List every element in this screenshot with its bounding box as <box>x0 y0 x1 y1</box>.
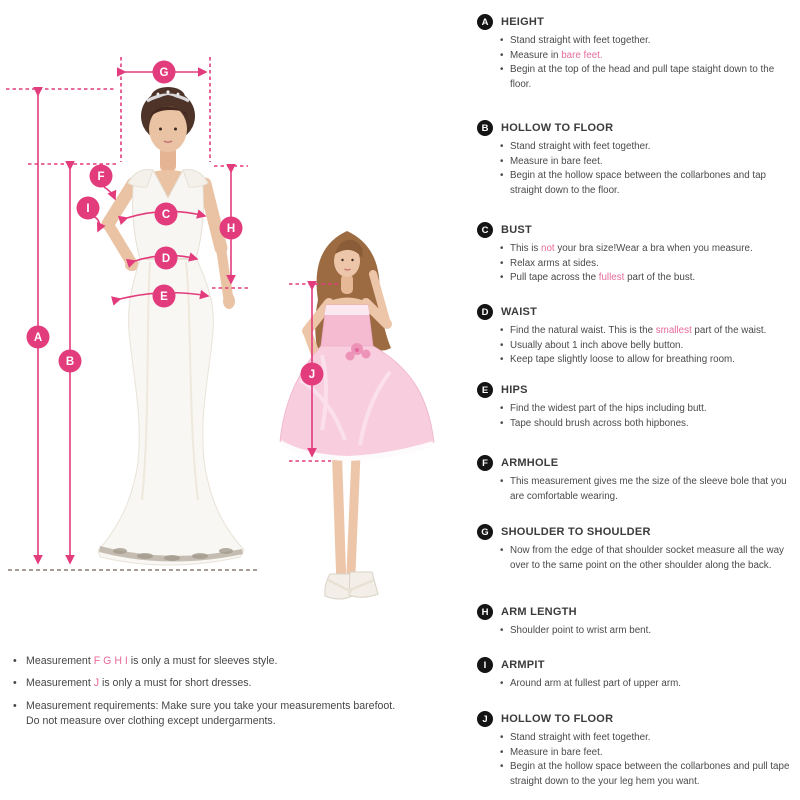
instruction-bullet: • Now from the edge of that shoulder socket measure all the way over to the same point on the other shoulder along the back. <box>500 545 784 571</box>
letter-badge-G: G <box>477 524 493 540</box>
section-title: WAIST <box>501 306 538 318</box>
instruction-bullet: • Begin at the hollow space between the collarbones and pull tape straight down to the your leg hem you want. <box>500 761 790 788</box>
svg-text:G: G <box>159 67 169 79</box>
badge-E <box>153 285 176 308</box>
instruction-bullet: • Tape should brush across both hipbones. <box>500 417 689 429</box>
instruction-bullet: • Begin at the hollow space between the collarbones and tap straight down to the floor. <box>500 170 766 197</box>
instruction-bullet: • Stand straight with feet together. <box>500 35 651 46</box>
instruction-bullet: • Stand straight with feet together. <box>500 141 651 152</box>
instruction-bullet: • Measure in bare feet. <box>500 49 603 61</box>
instruction-bullet: • This measurement gives me the size of the sleeve bole that you are comfortable wearing. <box>500 476 787 502</box>
measure-section-F <box>477 455 795 504</box>
instruction-bullet: • Keep tape slightly loose to allow for breathing room. <box>500 354 735 366</box>
section-title: SHOULDER TO SHOULDER <box>501 526 651 538</box>
measure-sections <box>477 0 795 800</box>
badge-J <box>301 363 324 386</box>
short-dress-illustration <box>280 231 434 599</box>
letter-badge-A: A <box>477 14 493 30</box>
measure-section-A <box>477 14 795 93</box>
svg-text:E: E <box>160 291 168 303</box>
instruction-bullet: • Measure in bare feet. <box>500 155 603 167</box>
armhole-line-F <box>104 187 115 199</box>
instruction-bullet: • Find the natural waist. This is the smallest part of the waist. <box>500 325 767 336</box>
svg-text:H: H <box>226 223 236 235</box>
letter-badge-E: E <box>477 382 493 398</box>
measure-section-E <box>477 382 795 431</box>
badge-G <box>153 61 176 84</box>
instruction-bullet: • This is not your bra size!Wear a bra when you measure. <box>500 243 753 254</box>
svg-text:J: J <box>308 369 316 381</box>
bride-illustration <box>98 87 244 565</box>
measure-section-H <box>477 604 795 639</box>
badge-C <box>155 203 178 226</box>
svg-text:B: B <box>65 356 75 368</box>
measure-section-C <box>477 222 795 286</box>
letter-badge-C: C <box>477 222 493 238</box>
badge-B <box>59 350 82 373</box>
instruction-bullet: • Relax arms at sides. <box>500 257 599 269</box>
instruction-bullet: • Shoulder point to wrist arm bent. <box>500 625 652 636</box>
section-title: ARMPIT <box>501 659 545 671</box>
letter-badge-J: J <box>477 711 493 727</box>
measure-section-B <box>477 120 795 199</box>
instruction-bullet: • Usually about 1 inch above belly button. <box>500 339 684 351</box>
badge-A <box>27 326 50 349</box>
instruction-bullet: • Stand straight with feet together. <box>500 732 651 743</box>
measure-section-J <box>477 711 795 790</box>
measure-section-D <box>477 304 795 368</box>
letter-badge-B: B <box>477 120 493 136</box>
instruction-bullet: • Find the widest part of the hips including butt. <box>500 403 707 414</box>
note-item: • Measurement F G H I is only a must for sleeves style. <box>13 655 278 667</box>
note-item: • Measurement J is only a must for short dresses. <box>13 677 252 690</box>
section-title: HEIGHT <box>501 16 545 28</box>
svg-text:C: C <box>161 209 171 221</box>
instruction-bullet: • Around arm at fullest part of upper arm. <box>500 678 681 689</box>
section-title: HIPS <box>501 384 528 396</box>
letter-badge-D: D <box>477 304 493 320</box>
section-title: BUST <box>501 224 532 236</box>
measurement-notes <box>13 654 465 736</box>
measure-section-G <box>477 524 795 573</box>
svg-text:F: F <box>97 171 105 183</box>
note-item: • Measurement requirements: Make sure you take your measurements barefoot. Do not measure over clothing except undergarments. <box>13 699 396 728</box>
section-title: HOLLOW TO FLOOR <box>501 713 614 725</box>
letter-badge-H: H <box>477 604 493 620</box>
measurement-figure <box>0 0 470 648</box>
badge-H <box>220 217 243 240</box>
instruction-bullet: • Begin at the top of the head and pull tape staight down to the floor. <box>500 64 775 91</box>
letter-badge-F: F <box>477 455 493 471</box>
letter-badge-I: I <box>477 657 493 673</box>
section-title: ARMHOLE <box>501 457 559 469</box>
badge-D <box>155 247 178 270</box>
instruction-bullet: • Measure in bare feet. <box>500 746 603 758</box>
svg-text:D: D <box>161 253 171 265</box>
badge-F <box>90 165 113 188</box>
measure-section-I <box>477 657 795 692</box>
instruction-bullet: • Pull tape across the fullest part of the bust. <box>500 272 696 284</box>
svg-text:I: I <box>86 203 90 215</box>
section-title: ARM LENGTH <box>501 606 577 618</box>
svg-text:A: A <box>33 332 43 344</box>
section-title: HOLLOW TO FLOOR <box>501 122 614 134</box>
badge-I <box>77 197 100 220</box>
